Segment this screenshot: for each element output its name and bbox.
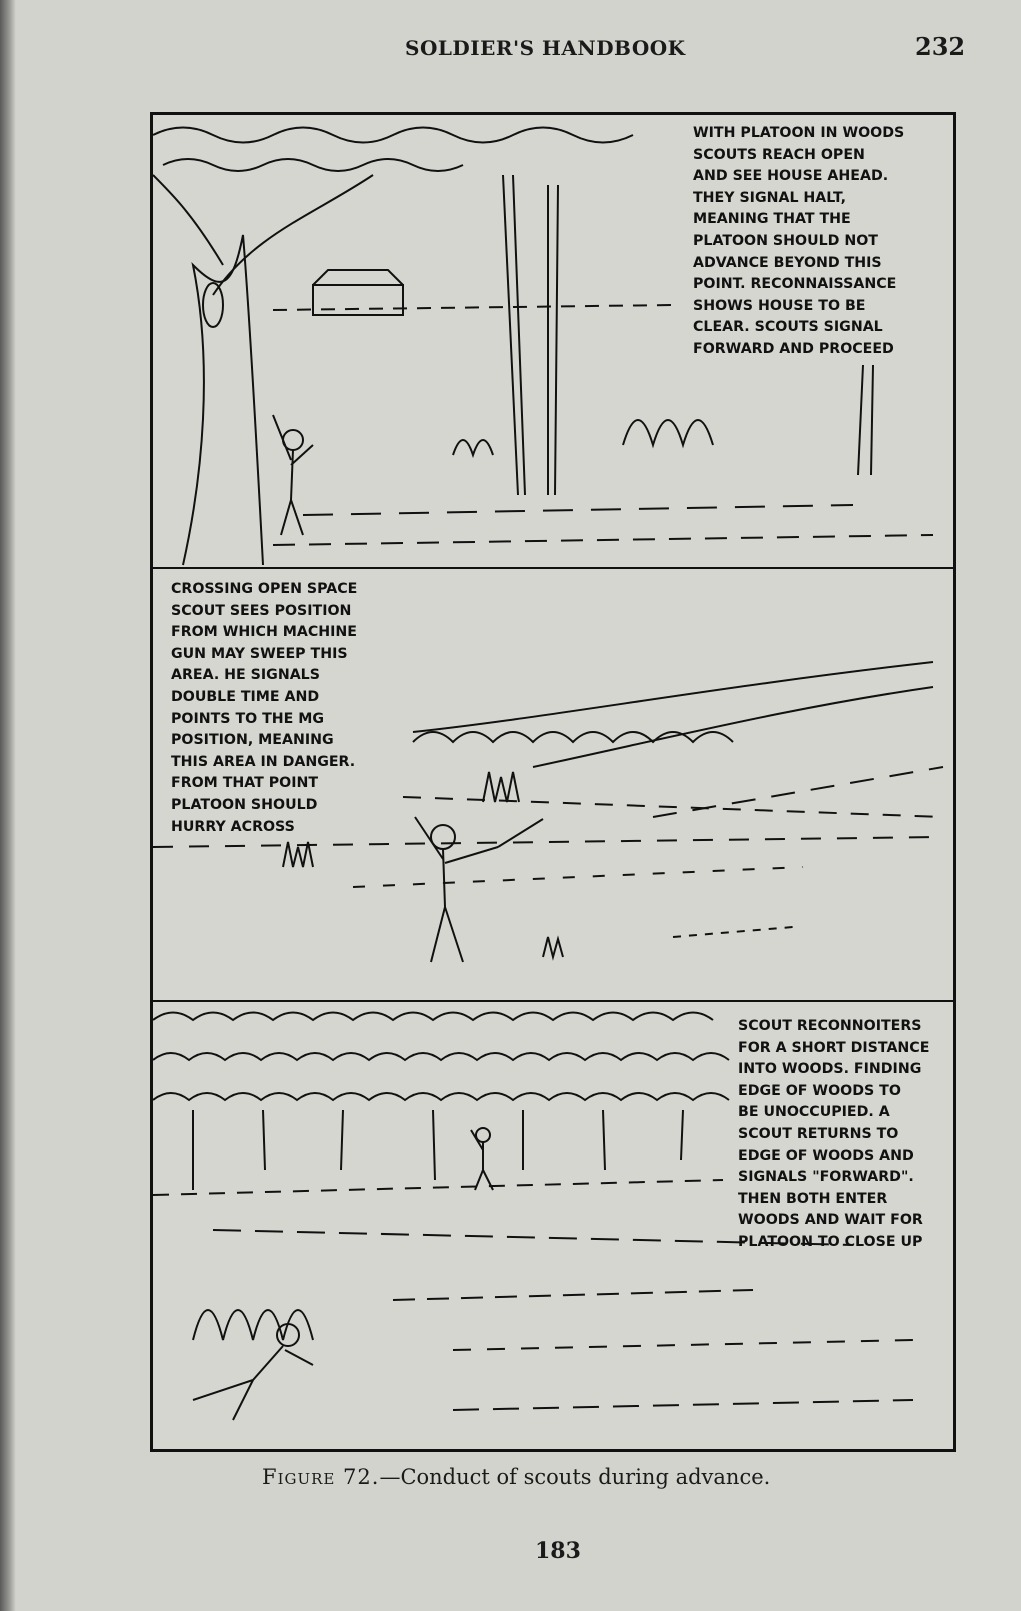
caption-line: PLATOON SHOULD [171,796,318,813]
caption-line: SCOUTS REACH OPEN [693,146,865,163]
running-head: SOLDIER'S HANDBOOK [405,36,686,60]
caption-line: PLATOON TO CLOSE UP [738,1233,923,1250]
caption-line: PLATOON SHOULD NOT [693,232,878,249]
folio-page-number: 183 [535,1538,581,1564]
caption-line: ADVANCE BEYOND THIS [693,254,882,271]
caption-line: AREA. HE SIGNALS [171,667,320,684]
caption-line: EDGE OF WOODS AND [738,1147,914,1164]
caption-line: WITH PLATOON IN WOODS [693,125,905,141]
caption-line: FOR A SHORT DISTANCE [738,1039,930,1056]
figure-caption [262,1465,770,1489]
caption-line: CLEAR. SCOUTS SIGNAL [693,319,883,336]
caption-line: EDGE OF WOODS TO [738,1082,901,1099]
caption-line: SCOUT SEES POSITION [171,602,352,619]
caption-line: SIGNALS "FORWARD". [738,1169,914,1186]
caption-line: POINTS TO THE MG [171,710,325,727]
page-number-top: 232 [915,32,966,61]
book-spine-shadow [0,0,16,1611]
caption-line: SCOUT RETURNS TO [738,1125,899,1142]
panel-woods-reconnaissance [153,1000,953,1449]
caption-line: THEN BOTH ENTER [738,1190,888,1207]
caption-line: FROM WHICH MACHINE [171,624,357,641]
caption-line: AND SEE HOUSE AHEAD. [693,168,889,185]
caption-line: INTO WOODS. FINDING [738,1061,922,1078]
caption-line: BE UNOCCUPIED. A [738,1104,890,1121]
caption-line: FORWARD AND PROCEED [693,340,894,357]
panel-3-caption [738,1016,953,1254]
caption-line: POSITION, MEANING [171,732,334,749]
caption-line: FROM THAT POINT [171,775,319,792]
figure-72 [150,112,956,1452]
caption-line: CROSSING OPEN SPACE [171,581,358,597]
panel-double-time-signal [153,567,953,1002]
caption-line: THIS AREA IN DANGER. [171,753,356,770]
caption-line: DOUBLE TIME AND [171,688,320,705]
caption-line: HURRY ACROSS [171,818,295,835]
figure-caption-text: —Conduct of scouts during advance. [379,1465,771,1489]
caption-line: THEY SIGNAL HALT, [693,189,847,206]
caption-line: SCOUT RECONNOITERS [738,1018,922,1034]
figure-label: Figure 72. [262,1465,380,1489]
panel-1-caption [693,123,943,361]
caption-line: MEANING THAT THE [693,211,851,228]
panel-2-caption [171,579,391,838]
caption-line: POINT. RECONNAISSANCE [693,276,897,293]
caption-line: SHOWS HOUSE TO BE [693,297,866,314]
panel-halt-signal [153,115,953,569]
caption-line: WOODS AND WAIT FOR [738,1212,923,1229]
caption-line: GUN MAY SWEEP THIS [171,645,348,662]
